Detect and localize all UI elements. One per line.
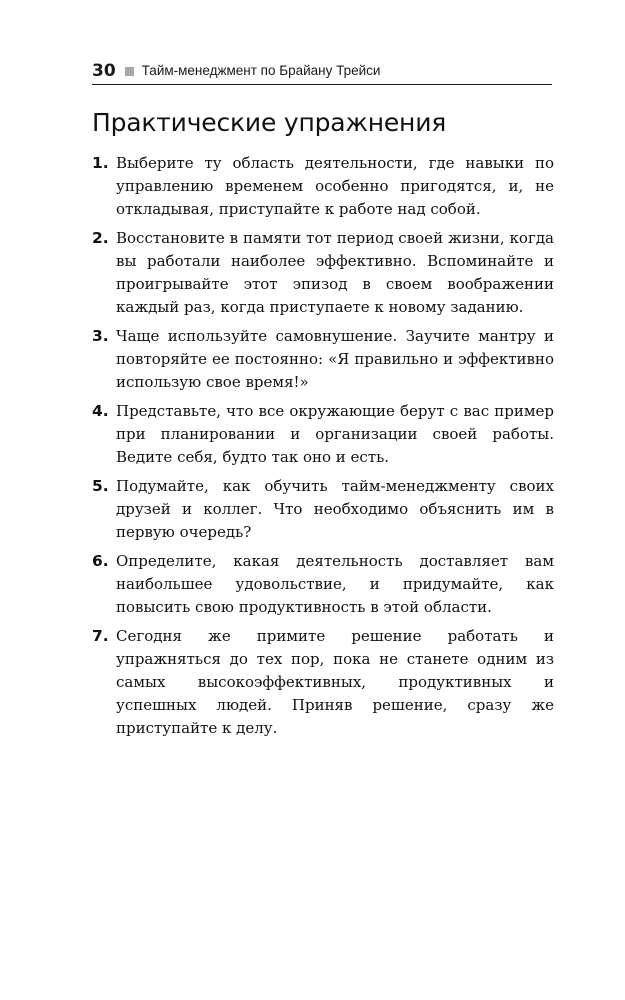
exercise-item	[92, 227, 554, 319]
exercise-text: Чаще используйте самовнушение. Заучите мантру и повторяйте ее постоянно: «Я правильно и эффективно использую свое время!»	[116, 327, 554, 391]
exercise-number: 1.	[92, 154, 109, 172]
exercise-item	[92, 152, 554, 221]
exercise-number: 6.	[92, 552, 109, 570]
exercise-text: Восстановите в памяти тот период своей жизни, когда вы работали наиболее эффективно. Вспоминайте и проигрывайте этот эпизод в своем воображении каждый раз, когда приступаете к новому заданию.	[116, 229, 554, 316]
exercise-item	[92, 400, 554, 469]
running-header	[92, 58, 552, 85]
exercise-list	[92, 152, 554, 746]
running-title: Тайм-менеджмент по Брайану Трейси	[141, 63, 381, 79]
exercise-number: 2.	[92, 229, 109, 247]
exercise-text: Определите, какая деятельность доставляет вам наибольшее удовольствие, и придумайте, как повысить свою продуктивность в этой области.	[116, 552, 554, 616]
exercise-item	[92, 325, 554, 394]
exercise-number: 5.	[92, 477, 109, 495]
exercise-text: Сегодня же примите решение работать и упражняться до тех пор, пока не станете одним из самых высокоэффективных, продуктивных и успешных людей. Приняв решение, сразу же приступайте к делу.	[116, 627, 554, 737]
exercise-item	[92, 550, 554, 619]
exercise-item	[92, 475, 554, 544]
section-title: Практические упражнения	[92, 108, 447, 137]
exercise-number: 4.	[92, 402, 109, 420]
exercise-text: Выберите ту область деятельности, где навыки по управлению временем особенно пригодятся, и, не откладывая, приступайте к работе над собой.	[116, 154, 554, 218]
page-number: 30	[92, 60, 116, 81]
exercise-number: 3.	[92, 327, 109, 345]
exercise-text: Подумайте, как обучить тайм-менеджменту своих друзей и коллег. Что необходимо объяснить им в первую очередь?	[116, 477, 554, 541]
exercise-text: Представьте, что все окружающие берут с вас пример при планировании и организации своей работы. Ведите себя, будто так оно и есть.	[116, 402, 554, 466]
exercise-item	[92, 625, 554, 740]
square-bullet-icon	[125, 67, 134, 76]
exercise-number: 7.	[92, 627, 109, 645]
